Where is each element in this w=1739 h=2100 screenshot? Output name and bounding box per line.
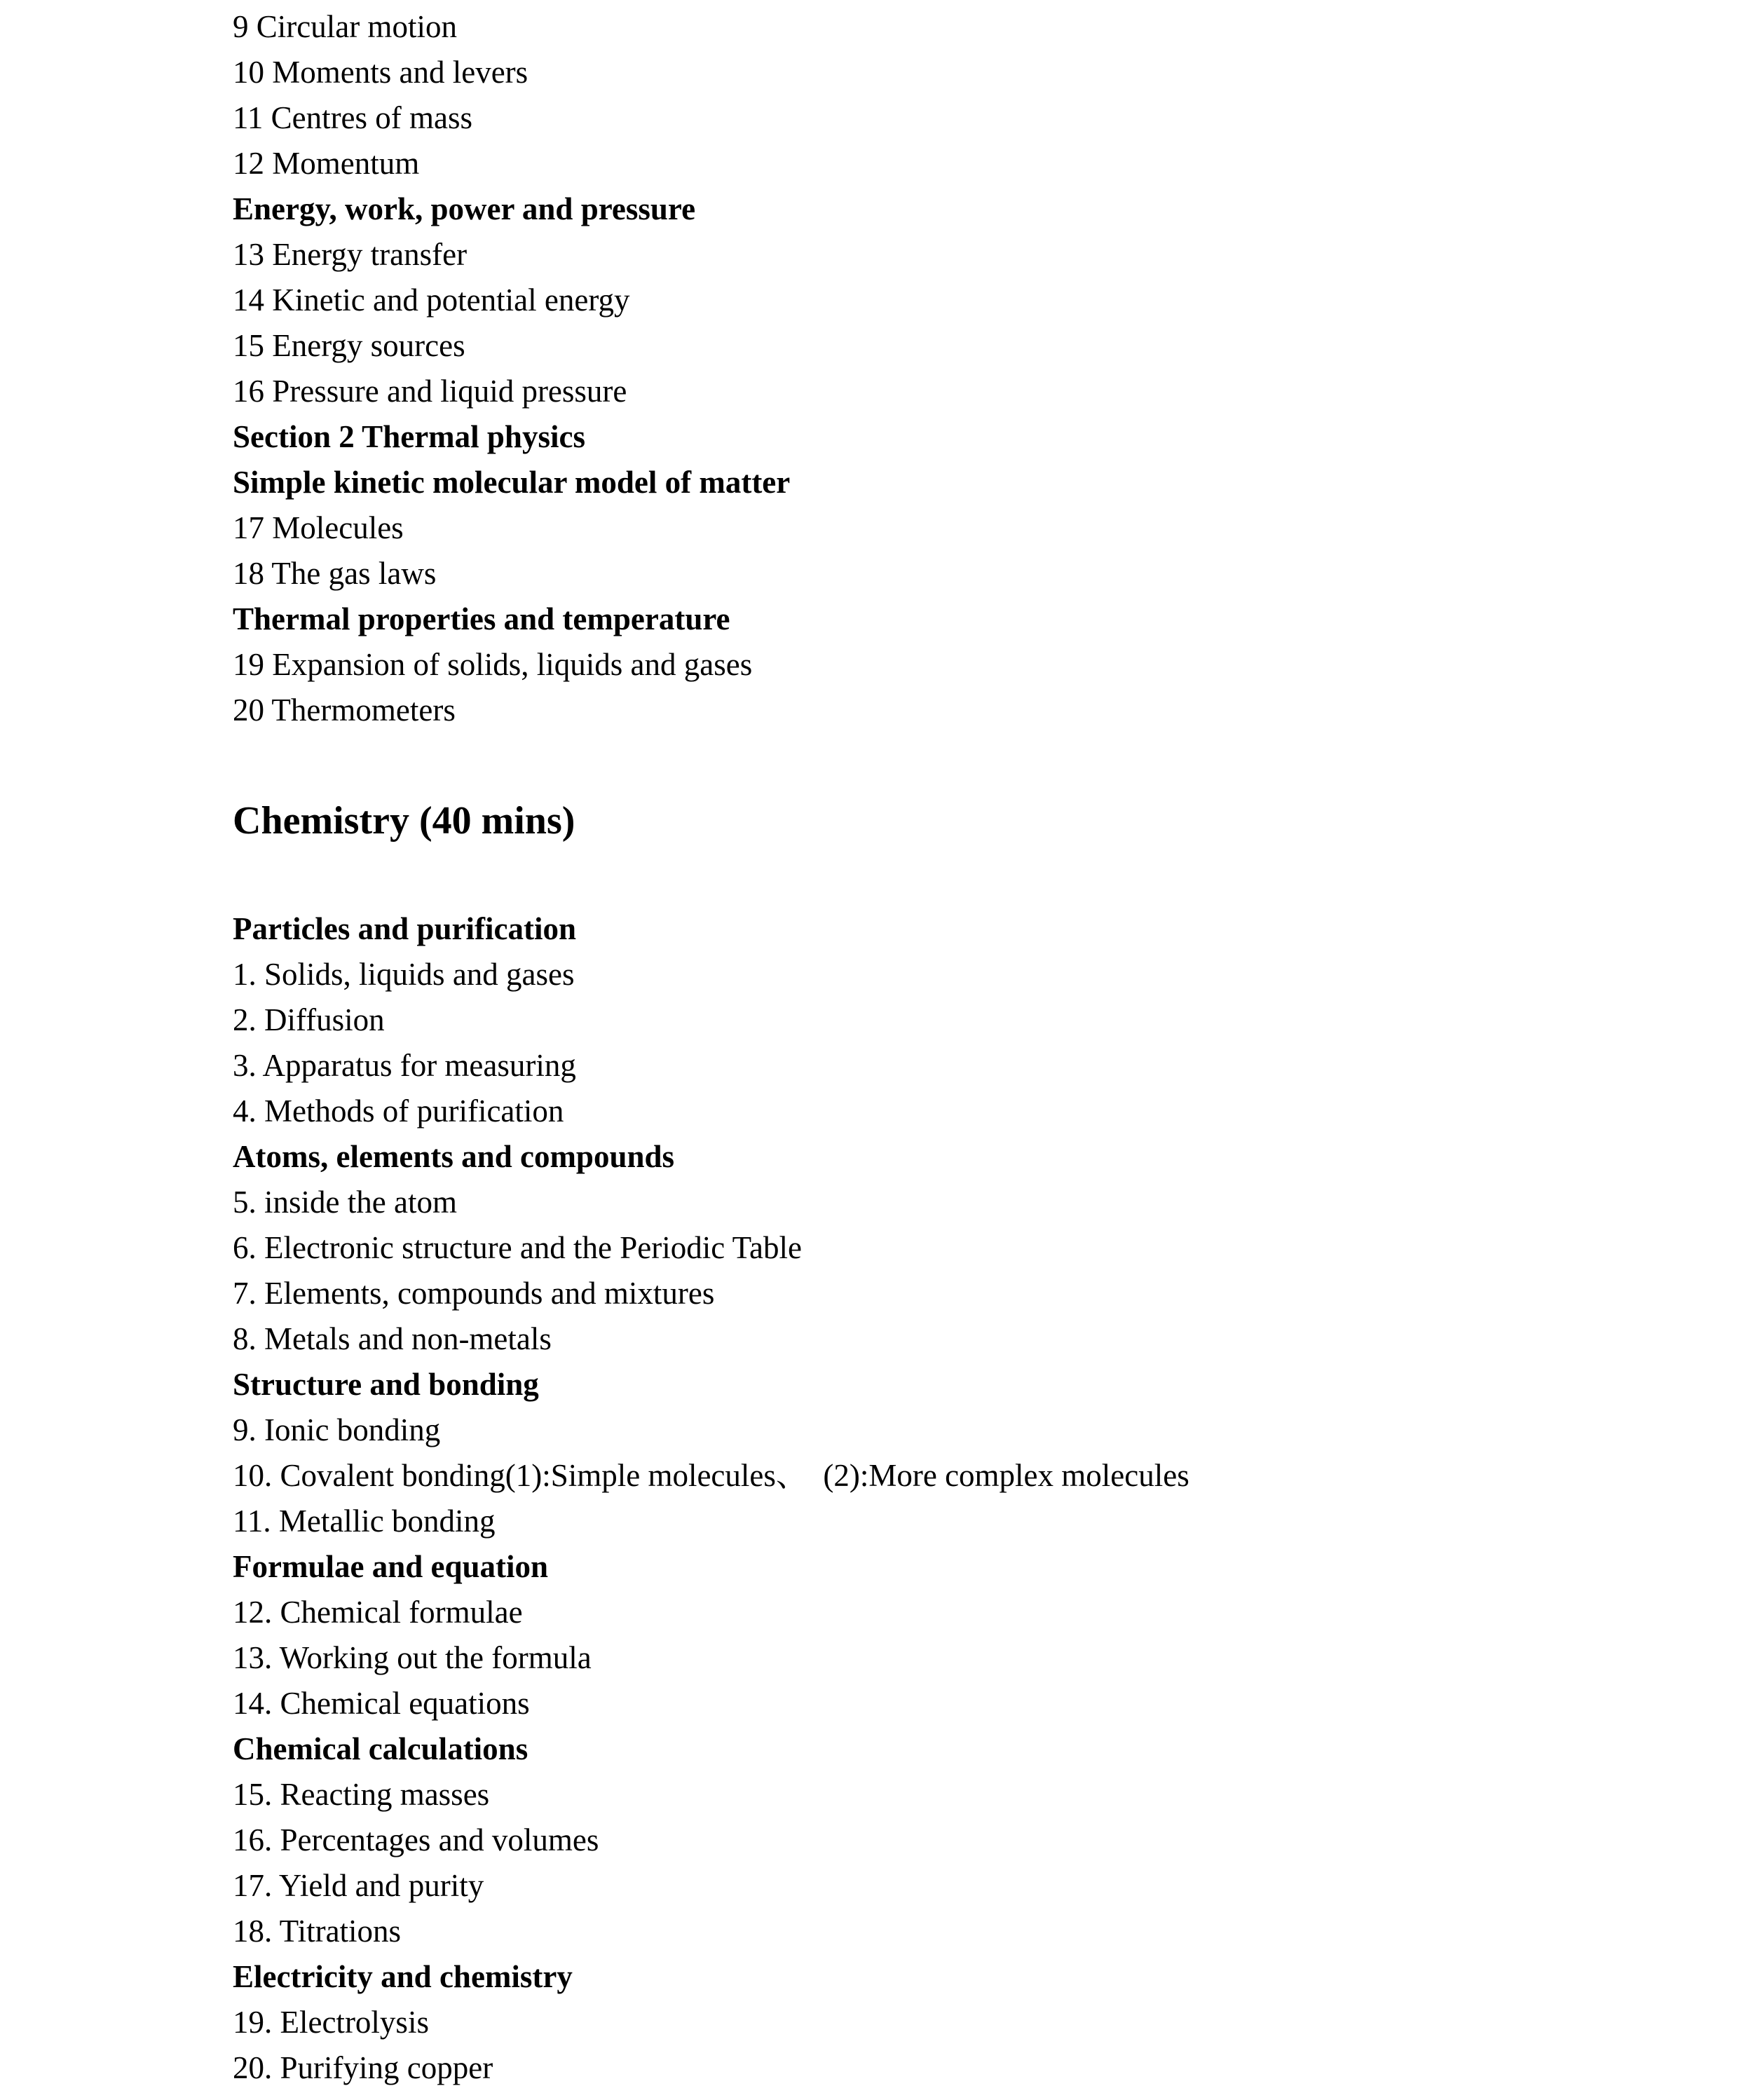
topic-item: 16. Percentages and volumes: [233, 1822, 599, 1857]
topic-item: 13 Energy transfer: [233, 237, 468, 272]
topic-item: 18 The gas laws: [233, 556, 437, 591]
topic-item: 9. Ionic bonding: [233, 1412, 441, 1447]
topic-item: 5. inside the atom: [233, 1185, 457, 1220]
topic-item: 10 Moments and levers: [233, 55, 528, 90]
topic-item: 13. Working out the formula: [233, 1640, 592, 1675]
topic-item: 15 Energy sources: [233, 328, 465, 363]
section-spacer: [233, 733, 1635, 796]
section-heading: Formulae and equation: [233, 1549, 549, 1584]
chemistry-topic-list: [233, 906, 1635, 2091]
topic-item: 12 Momentum: [233, 146, 420, 181]
section-heading: Particles and purification: [233, 911, 576, 946]
page-content: [233, 0, 1635, 2091]
section-heading: Section 2 Thermal physics: [233, 419, 585, 454]
heading-spacer: [233, 845, 1635, 906]
topic-item: 11 Centres of mass: [233, 100, 473, 135]
topic-item: 14 Kinetic and potential energy: [233, 282, 630, 318]
topic-item: 12. Chemical formulae: [233, 1595, 523, 1630]
section-heading: Energy, work, power and pressure: [233, 191, 696, 226]
topic-item: 20 Thermometers: [233, 693, 456, 728]
topic-item: 17. Yield and purity: [233, 1868, 484, 1903]
topic-item: 18. Titrations: [233, 1914, 402, 1949]
topic-item: 9 Circular motion: [233, 9, 457, 44]
section-heading: Electricity and chemistry: [233, 1959, 573, 1994]
topic-item: 14. Chemical equations: [233, 1686, 530, 1721]
topic-item: 11. Metallic bonding: [233, 1504, 496, 1539]
topic-item: 6. Electronic structure and the Periodic Table: [233, 1230, 802, 1265]
topic-item: 19 Expansion of solids, liquids and gases: [233, 647, 753, 682]
topic-item: 15. Reacting masses: [233, 1777, 490, 1812]
section-heading: Thermal properties and temperature: [233, 601, 730, 636]
topic-item: 20. Purifying copper: [233, 2050, 493, 2085]
topic-item: 4. Methods of purification: [233, 1093, 564, 1129]
topic-item: 10. Covalent bonding(1):Simple molecules、 (2):More complex molecules: [233, 1458, 1189, 1493]
section-heading: Chemical calculations: [233, 1731, 528, 1766]
topic-item: 1. Solids, liquids and gases: [233, 957, 575, 992]
topic-item: 7. Elements, compounds and mixtures: [233, 1276, 715, 1311]
topic-item: 19. Electrolysis: [233, 2005, 429, 2040]
topic-item: 3. Apparatus for measuring: [233, 1048, 576, 1083]
topic-item: 17 Molecules: [233, 510, 404, 545]
topic-item: 2. Diffusion: [233, 1002, 385, 1037]
topic-item: 16 Pressure and liquid pressure: [233, 374, 627, 409]
topic-item: 8. Metals and non-metals: [233, 1321, 552, 1356]
physics-topic-list: [233, 4, 1635, 733]
section-heading: Structure and bonding: [233, 1367, 539, 1402]
section-heading: Simple kinetic molecular model of matter: [233, 465, 791, 500]
section-heading: Atoms, elements and compounds: [233, 1139, 675, 1174]
chemistry-heading: Chemistry (40 mins): [233, 799, 575, 843]
